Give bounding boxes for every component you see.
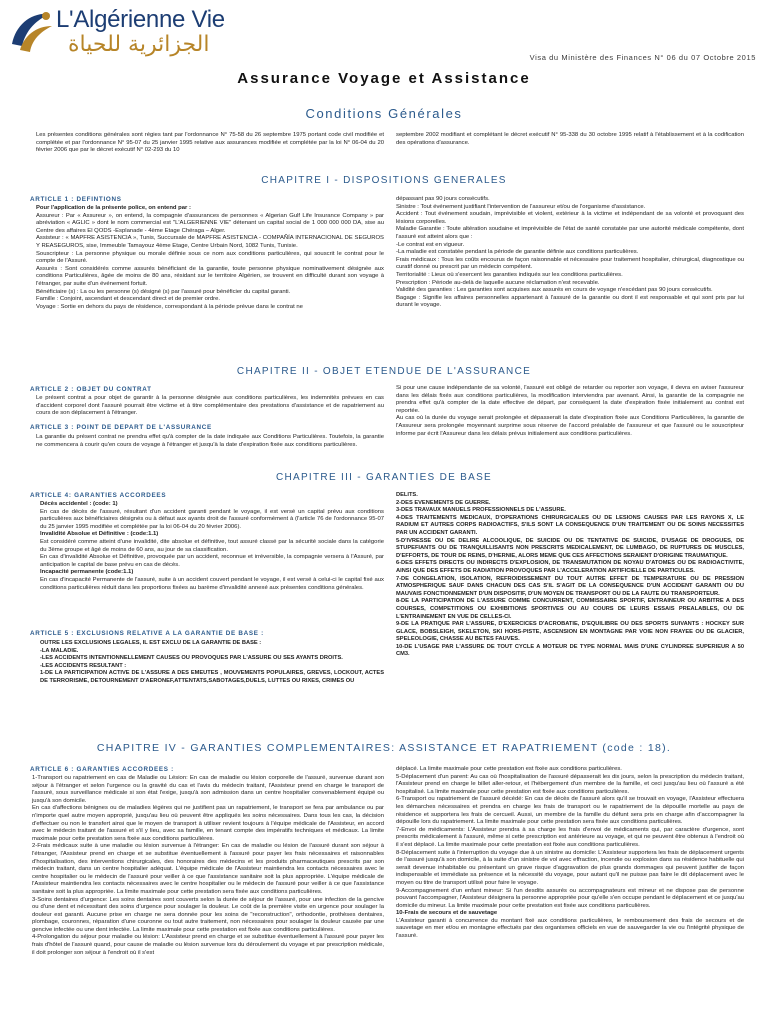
exclusion-9: 9-DE LA PRATIQUE PAR L'ASSURE, D'EXERCICES D'ACROBATIE, D'EQUILIBRE OU DES SPORTS SUIVANTS : HOCKEY SUR GLACE, BOBSLEIGH, SKELETON, SKI HORS-PISTE, ASCENSION EN MONTAGNE PAR VOIE NON FRAYEE OU DE GLACIER, SPELEOLOGIE, CHASSE AU BETES FAUVES. [396, 621, 744, 643]
exclusion-line-2: -LES ACCIDENTS INTENTIONNELLEMENT CAUSES OU PROVOQUES PAR L'ASSURE OU SES AYANTS DROITS. [40, 655, 343, 662]
chapter-4-right [396, 766, 744, 941]
deces-accidentel-title: Décès accidentel : (code: 1) [40, 501, 118, 507]
def-assureur: Assureur : Par « Assureur », on entend, la compagnie d'assurances de personnes « Algerian Gulf Life Insurance Company » par abréviation « AGLIC » dont le nom commercial est "L'ALGERIENNE VIE" détenant un capital social de 1 000 000 000 DA, sise au Centre des affaires El QODS -Esplanade - 4ème Etage Chéraga – Alger. [36, 212, 384, 234]
report-voyage-text: Si pour une cause indépendante de sa volonté, l'assuré est obligé de retarder ou reporter son voyage, il devra en aviser l'assureur dans les délais fixés aux conditions particulières, la modification interviendra par avenant. Ainsi, la garantie de la compagnie ne prendra effet qu'à compter de la date effective de départ, par conséquent la date d'expiration fixée initialement au contrat est reportée. [396, 385, 744, 414]
garantie-secours-title: 10-Frais de secours et de sauvetage [396, 910, 498, 917]
exclusion-line-1: -LA MALADIE. [40, 647, 79, 654]
intro-left-text: Les présentes conditions générales sont régies tant par l'ordonnance N° 75-58 du 26 septembre 1975 portant code civil modifiée et complétée et par l'ordonnance N° 95-07 du 25 janvier 1995 relative aux assurances modifiée et complétée par la loi N° 06-04 du 20 février 2006 que par le décret exécutif N° 02-293 du 10 [36, 132, 384, 154]
intro-right [396, 132, 744, 147]
document-subtitle: Conditions Générales [305, 106, 463, 121]
exclusion-8: 8-DE LA PARTICIPATION DE L'ASSURE COMME CONCURRENT, COMMISSAIRE SPORTIF, ENTRAINEUR OU ARBITRE A DES COURSES, COMPETITIONS OU EXHIBITIONS SPORTIVES OU AU COURS DE LEURS ESSAIS PREALABLES, OU DE L'ENTRAINEMENT EN VUE DE CELLES-CI. [396, 598, 744, 620]
visa-reference: Visa du Ministère des Finances N° 06 du 07 Octobre 2015 [529, 53, 756, 62]
def-sinistre: Sinistre : Tout événement justifiant l'intervention de l'assureur et/ou de l'organisme d'assistance. [396, 203, 646, 210]
exclusion-10: 10-DE L'USAGE PAR L'ASSURE DE TOUT CYCLE A MOTEUR DE TYPE NORMAL MAIS D'UNE CYLINDREE SUPERIEUR A 50 CM3. [396, 643, 744, 658]
def-prescription: Prescription : Période au-delà de laquelle aucune réclamation n'est recevable. [396, 279, 600, 286]
exclusion-2: 2-DES EVENEMENTS DE GUERRE. [396, 499, 491, 506]
garantie-rapatriement-deces: 6-Transport ou rapatriement de l'assuré décédé: En cas de décès de l'assuré alors qu'il se trouvait en voyage, l'Assisteur effectuera les démarches nécessaires et prendra en charge les frais de transport ou le rapatriement de la dépouille mortelle au pays de résidence et supportera les frais de cercueil. Aussi, un membre de la famille du défunt sera pris en charge afin d'accompagner la dépouille lors du rapatriement. La limite maximale pour cette prestation sera fixée aux conditions particulières. [396, 796, 744, 826]
document-title: Assurance Voyage et Assistance [237, 70, 531, 87]
article-4-heading: ARTICLE 4: GARANTIES ACCORDEES [30, 492, 167, 499]
exclusion-line-3: -LES ACCIDENTS RESULTANT : [40, 662, 127, 669]
article-3-text: La garantie du présent contrat ne prendra effet qu'à compter de la date indiquée aux Conditions Particulières. Toutefois, la garantie ne commencera à courir qu'en cours de voyage à l'étranger et jusqu'à la date d'expiration fixée aux conditions particulières. [36, 434, 384, 448]
garantie-secours-text: L'Assisteur garanti à concurrence du montant fixé aux conditions particulières, le remboursement des frais de secours et de sauvetage en mer et/ou en montagne effectués par des organismes officiels en vue de sauvegarder la vie ou l'intégrité physique de l'assuré. [396, 917, 744, 940]
garantie-interruption-voyage: 8-Déplacement suite à l'interruption du voyage due à un sinistre au domicile: L'Assisteur supportera les frais de déplacement urgents de l'assuré jusqu'à son domicile, à la suite d'un sinistre de vol avec effraction, incendie ou explosion dans sa résidence habituelle qui serait devenue inhabitable ou présentant un grave risque d'aggravation de plus grands dommages qui peuvent justifier de façon indispensable et immédiate sa présence et la nécessité du voyage, pour autant qu'il ne puisse pas faire le dit déplacement avec le moyen ou titre de transport utilisé pour faire le voyage. [396, 849, 744, 886]
exclusion-line-4: 1-DE LA PARTICIPATION ACTIVE DE L'ASSURE A DES EMEUTES , MOUVEMENTS POPULAIRES, GREVES, LOCKOUT, ACTES DE TERRORISME, DETOURNEMENT D'AERONEF,ATTENTATS,SABOTAGES,DUELS, LUTTES OU RIXES, CRIMES OU [40, 670, 384, 684]
garantie-prolongation-cont: déplacé. La limite maximale pour cette prestation est fixée aux conditions particulières. [396, 766, 622, 772]
chapter-4-title: CHAPITRE IV - GARANTIES COMPLEMENTAIRES: ASSISTANCE ET RAPATRIEMENT (code : 18). [96, 742, 672, 754]
def-beneficiaire: Bénéficiaire (s) : La ou les personne (s) désigné (s) par l'assuré pour bénéficier du capital garanti. [36, 288, 291, 295]
def-voyage-cont: dépassant pas 90 jours consécutifs. [396, 196, 490, 202]
chapter-3-right [396, 492, 744, 659]
invalidite-text-2: En cas d'invalidité Absolue et Définitive, provoquée par un accident, reconnue et irréversible, la compagnie versera à l'Assuré, par anticipation le capital de base prévu en cas de décès. [40, 554, 384, 568]
garantie-deplacement-parent: 5-Déplacement d'un parent: Au cas où l'hospitalisation de l'assuré dépasserait les dix jours, selon la prescription du médecin traitant, l'Assisteur prend en charge le billet aller-retour, et l'hébergement d'un membre de la famille, et ceci jusqu'au lieu où l'assuré a été hospitalisé. La limite maximale pour cette prestation est fixée aux conditions particulières. [396, 773, 744, 795]
chapter-1-right [396, 196, 744, 310]
prolongation-text: Au cas où la durée du voyage serait prolongée et dépasserait la date d'expiration fixée aux Conditions Particulières, la garantie de l'Assureur sera prolongée moyennant surprime sous réserve de l'accord préalable de l'assureur et que l'assuré ou le souscripteur informe par écrit l'Assureur dans les délais prévus initialement aux conditions particulières. [396, 415, 744, 437]
article-4-body [40, 501, 384, 592]
garantie-envoi-medicaments: 7-Envoi de médicaments: L'Assisteur prendra à sa charge les frais d'envoi de médicaments qui, par caractère d'urgence, sont prescrits médicalement à l'assuré, même si cette prescription est antérieure au voyage, et qui ne peuvent être obtenus à l'endroit où il s'est déplacé. La limite maximale pour cette prestation est fixée aux conditions particulières. [396, 826, 744, 848]
def-validite: Validité des garanties : Les garanties sont acquises aux assurés en cours de voyage n'excédant pas 90 jours consécutifs. [396, 287, 713, 294]
invalidite-text-1: Est considéré comme atteint d'une invalidité, dite absolue et définitive, tout assuré classé par la sécurité sociale dans la catégorie du 3ème groupe et âgé de moins de 60 ans, au jour de sa classification. [40, 538, 384, 553]
chapter-1-left [36, 205, 384, 311]
exclusion-5: 5-D'IVRESSE OU DE DELIRE ALCOOLIQUE, DE SUICIDE OU DE TENTATIVE DE SUICIDE, D'USAGE DE DROGUES, DE STUPEFIANTS OU DE TRANQUILLISANTS NON PRESCRITS MEDICALEMENT, DE LUMBAGO, DE RUPTURES DE MUSCLES, D'EFFORTS, DE TOUR DE REINS, D'HERNIE, ALORS MEME QUE CES AFFECTIONS SERAIENT D'ORIGINE TRAUMATIQUE. [396, 537, 744, 559]
brand-name-fr: L'Algérienne Vie [56, 6, 225, 33]
garantie-transport-maladie: 1-Transport ou rapatriement en cas de Maladie ou Lésion: En cas de maladie ou lésion corporelle de l'assuré, survenue durant son séjour à l'étranger et selon l'urgence ou la gravité du cas et l'avis du médecin traitant, l'Assisteur prend en charge le transport de l'assuré, sous surveillance médicale si son état l'exige, jusqu'à son admission dans un centre hospitalier convenablement équipé ou jusqu'à son domicile. [32, 775, 384, 804]
def-assures: Assurés : Sont considérés comme assurés bénéficiant de la garantie, toute personne physique nominativement désignée aux conditions Particulières, âgée de moins de 80 ans, résidant sur le territoire Algérien, se trouvent en difficulté durant son voyage à l'étranger, par suite d'un événement fortuit. [36, 265, 384, 287]
def-frais-medicaux: Frais médicaux : Tous les coûts encourus de façon raisonnable et nécessaire pour traitement hospitalier, chirurgical, diagnostique ou curatif donné ou prescrit par un médecin compétent. [396, 256, 744, 271]
def-accident: Accident : Tout événement soudain, imprévisible et violent, extérieur à la victime et indépendant de sa volonté et provoquant des lésions corporelles. [396, 211, 744, 225]
invalidite-title: Invalidité Absolue et Définitive : (code:1.1) [40, 531, 159, 538]
exclusion-delits: DELITS. [396, 492, 418, 498]
def-bagage: Bagage : Signifie les affaires personnelles appartenant à l'assuré de la garantie ou dont il est responsable et qui sont pris par lui durant le voyage. [396, 294, 744, 309]
exclusion-3: 3-DES TRAVAUX MANUELS PROFESSIONNELS DE L'ASSURE. [396, 507, 566, 514]
garantie-prolongation-sejour: 4-Prolongation du séjour pour maladie ou lésion: L'Assisteur prend en charge et se substitue éventuellement à l'assuré pour payer les frais d'hôtel de l'assuré quand, pour cause de maladie ou lésion survenue lors du déroulement du voyage et par prescription médicale, il doit prolonger son séjour à l'endroit où il s'est [32, 934, 384, 956]
def-maladie: Maladie Garantie : Toute altération soudaine et imprévisible de l'état de santé constatée par une autorité médicale compétente, dont l'assuré est atteint alors que : [396, 226, 744, 240]
deces-accidentel-text: En cas de décès de l'assuré, résultant d'un accident garanti pendant le voyage, il est versé un capital prévu aux conditions particulières aux bénéficiaires désignés ou à défaut aux ayants droit de l'assuré conformément à (l'article 76 de l'ordonnance 95-07 du 25 janvier 1995 modifiée et complétée par la loi 06-04 du 20 février 2006). [40, 508, 384, 530]
incapacite-title: Incapacité permanente (code:1.1) [40, 569, 134, 576]
article-2-body [36, 395, 384, 418]
company-logo [6, 4, 266, 62]
chapter-4-left [32, 775, 384, 957]
logo-emblem-icon [6, 6, 58, 58]
intro-right-text: septembre 2002 modifiant et complétant le décret exécutif N° 95-338 du 30 octobre 1995 relatif à l'établissement et à la codification des opérations d'assurance. [396, 132, 744, 146]
article-5-heading: ARTICLE 5 : EXCLUSIONS RELATIVE A LA GARANTIE DE BASE : [30, 630, 264, 637]
chapter-2-title: CHAPITRE II - OBJET ETENDUE DE L'ASSURANCE [236, 366, 532, 377]
garantie-enfant-mineur: 9-Accompagnement d'un enfant mineur: Si l'un desdits assurés ou accompagnateurs est mineur et ne dispose pas de personne pouvant l'accompagner, l'Assisteur désignera la personne appropriée pour qu'elle s'en occupe pendant le déplacement et ce jusqu'au domicile du mineur. La limite maximale pour cette prestation est fixée aux conditions particulières. [396, 887, 744, 909]
exclusion-7: 7-DE CONGELATION, ISOLATION, REFROIDISSEMENT DU TOUT AUTRE EFFET DE TEMPERATURE OU DE PRESSION ATMOSPHERIQUE SAUF DANS CHACUN DES CAS S'IL S'AGIT DE LA CONSEQUENCE D'UN ACCIDENT GARANTI OU DU MAUVAIS FONCTIONNEMENT D'UN DISPOSITIF, D'UN MOYEN DE TRANSPORT OU DE LA FAUTE DU TRANSPORTEUR. [396, 575, 744, 597]
chapter-1-title: CHAPITRE I - DISPOSITIONS GENERALES [261, 175, 507, 186]
def-maladie-cond-2: -La maladie est constatée pendant la période de garantie définie aux conditions particulières. [396, 249, 639, 256]
intro-left [36, 132, 384, 155]
exclusion-6: 6-DES EFFETS DIRECTS OU INDIRECTS D'EXPLOSION, DE TRANSMUTATION DE NOYAU D'ATOMES OU DE RADIOACTIVITE, AINSI QUE DES EFFETS DE RADIATION PROVOQUES PAR L'ACCELERATION ARTIFICIELLE DE PARTICULES. [396, 560, 744, 574]
exclusion-line-0: OUTRE LES EXCLUSIONS LEGALES, IL EST EXCLU DE LA GARANTIE DE BASE : [40, 640, 262, 646]
def-maladie-cond-1: -Le contrat est en vigueur. [396, 241, 465, 248]
chapter-3-title: CHAPITRE III - GARANTIES DE BASE [275, 472, 493, 483]
article-3-heading: ARTICLE 3 : POINT DE DEPART DE L'ASSURANCE [30, 424, 212, 431]
article-1-heading: ARTICLE 1 : DEFINTIONS [30, 196, 122, 203]
chapter-2-right [396, 385, 744, 438]
exclusion-4: 4-DES TRAITEMENTS MEDICAUX, D'OPERATIONS CHIRURGICALES OU DE LESIONS CAUSES PAR LES RAYONS X, LE RADIUM ET AUTRES CORPS RADIOACTIFS, S'ILS SONT LA CONSEQUENCE D'UN TRAITEMENT OU DE SOINS NECESSITES PAR UN ACCIDENT GARANTI. [396, 514, 744, 536]
garantie-affections-benignes: En cas d'affections bénignes ou de maladies légères qui ne justifient pas un rapatriement, le transport se fera par ambulance ou par n'importe quel autre moyen approprié, jusqu'au lieu où peuvent être appliqués les soins nécessaires. Dans tous les cas, la décision d'effectuer ou non le transfert ainsi que le moyen de transport à utiliser revient toujours à l'équipe médicale de l'Assisteur, en accord avec le médecin traitant de l'assuré et s'il y lieu, avec sa famille, en tenant compte des impératifs techniques et médicaux. La limite maximale pour cette prestation sera fixée aux conditions particulières. [32, 805, 384, 842]
def-territorialite: Territorialité : Lieux où s'exercent les garanties indiqués sur les conditions particulières. [396, 271, 623, 278]
article-2-text: Le présent contrat a pour objet de garantir à la personne désignée aux conditions particulières, les indemnités prévues en cas d'accident corporel dont l'assuré pourrait être victime et à titre complémentaire des prestations d'assistance et de rapatriement au cours de son déplacement à l'étranger. [36, 395, 384, 417]
def-souscripteur: Souscripteur : La personne physique ou morale définie sous ce nom aux conditions particulières, qui souscrit le contrat pour le compte de l'Assuré. [36, 250, 384, 265]
article-2-heading: ARTICLE 2 : OBJET DU CONTRAT [30, 386, 152, 393]
def-voyage: Voyage : Sortie en dehors du pays de résidence, correspondant à la période prévue dans le contrat ne [36, 303, 303, 310]
article-5-body [40, 640, 384, 686]
article-6-heading: ARTICLE 6 : GARANTIES ACCORDEES : [30, 766, 174, 773]
def-famille: Famille : Conjoint, ascendant et descendant direct et de premier ordre. [36, 296, 221, 303]
definitions-intro: Pour l'application de la présente police, on entend par : [36, 205, 191, 211]
garantie-soins-dentaires: 3-Soins dentaires d'urgence: Les soins dentaires sont couverts selon la durée de séjour de l'assuré, pour une infection de la gencive ou d'une dent et nécessitant des soins d'urgence pour soulager la douleur. Le coût de la première visite en urgence pour soulager la douleur est garanti. Aucune prise en charge ne sera donnée pour les soins de "reconstruction", orthodontie, prothèses dentaires, plombage, couronnes, réparation d'une couronne ou tout autre traitement, non nécessaires pour soulager la douleur causée par une gencive infectée ou une dent infectée. La limite maximale pour cette prestation est fixée aux conditions particulières. [32, 896, 384, 933]
garantie-frais-medicaux: 2-Frais médicaux suite à une maladie ou lésion survenue à l'étranger: En cas de maladie ou lésion de l'assuré durant son séjour à l'étranger, l'Assisteur prend en charge et se substitue éventuellement à l'assuré pour payer les frais nécessaires et raisonnables d'hospitalisation, des interventions chirurgicales, des honoraires des médecins et les produits pharmaceutiques prescrits par son médecin traitant, dans un centre hospitalier adéquat. L'équipe médicale de l'Assisteur maintiendra les contacts nécessaires avec le centre hospitalier ou le médecin de l'assuré pour veiller à ce que l'assistance sanitaire soit la plus appropriée. L'équipe médicale de l'Assisteur maintiendra les contacts nécessaires avec le centre hospitalier ou le médecin de l'assuré pour veiller à ce que l'assistance sanitaire soit la plus appropriée. La limite maximale pour cette prestation sera fixée aux conditions particulières. [32, 843, 384, 895]
article-3-body [36, 434, 384, 449]
brand-name-ar: الجزائرية للحياة [68, 32, 210, 57]
def-assisteur: Assisteur : « MAPFRE ASISTENCIA », Tunis, Succursale de MAPFRE ASISTENCIA - COMPAÑÍA INTERNACIONAL DE SEGUROS Y REASEGUROS, sise, Immeuble Tamayouz 4ème Etage, Centre Urbain Nord, 1082 Tunis, Tunisie. [36, 235, 384, 249]
incapacite-text: En cas d'incapacité Permanente de l'assuré, suite à un accident couvert pendant le voyage, il est versé à celui-ci le capital fixé aux conditions particulières réduit dans les proportions fixées au barème d'invalidité annexé aux présentes conditions générales. [40, 576, 384, 591]
